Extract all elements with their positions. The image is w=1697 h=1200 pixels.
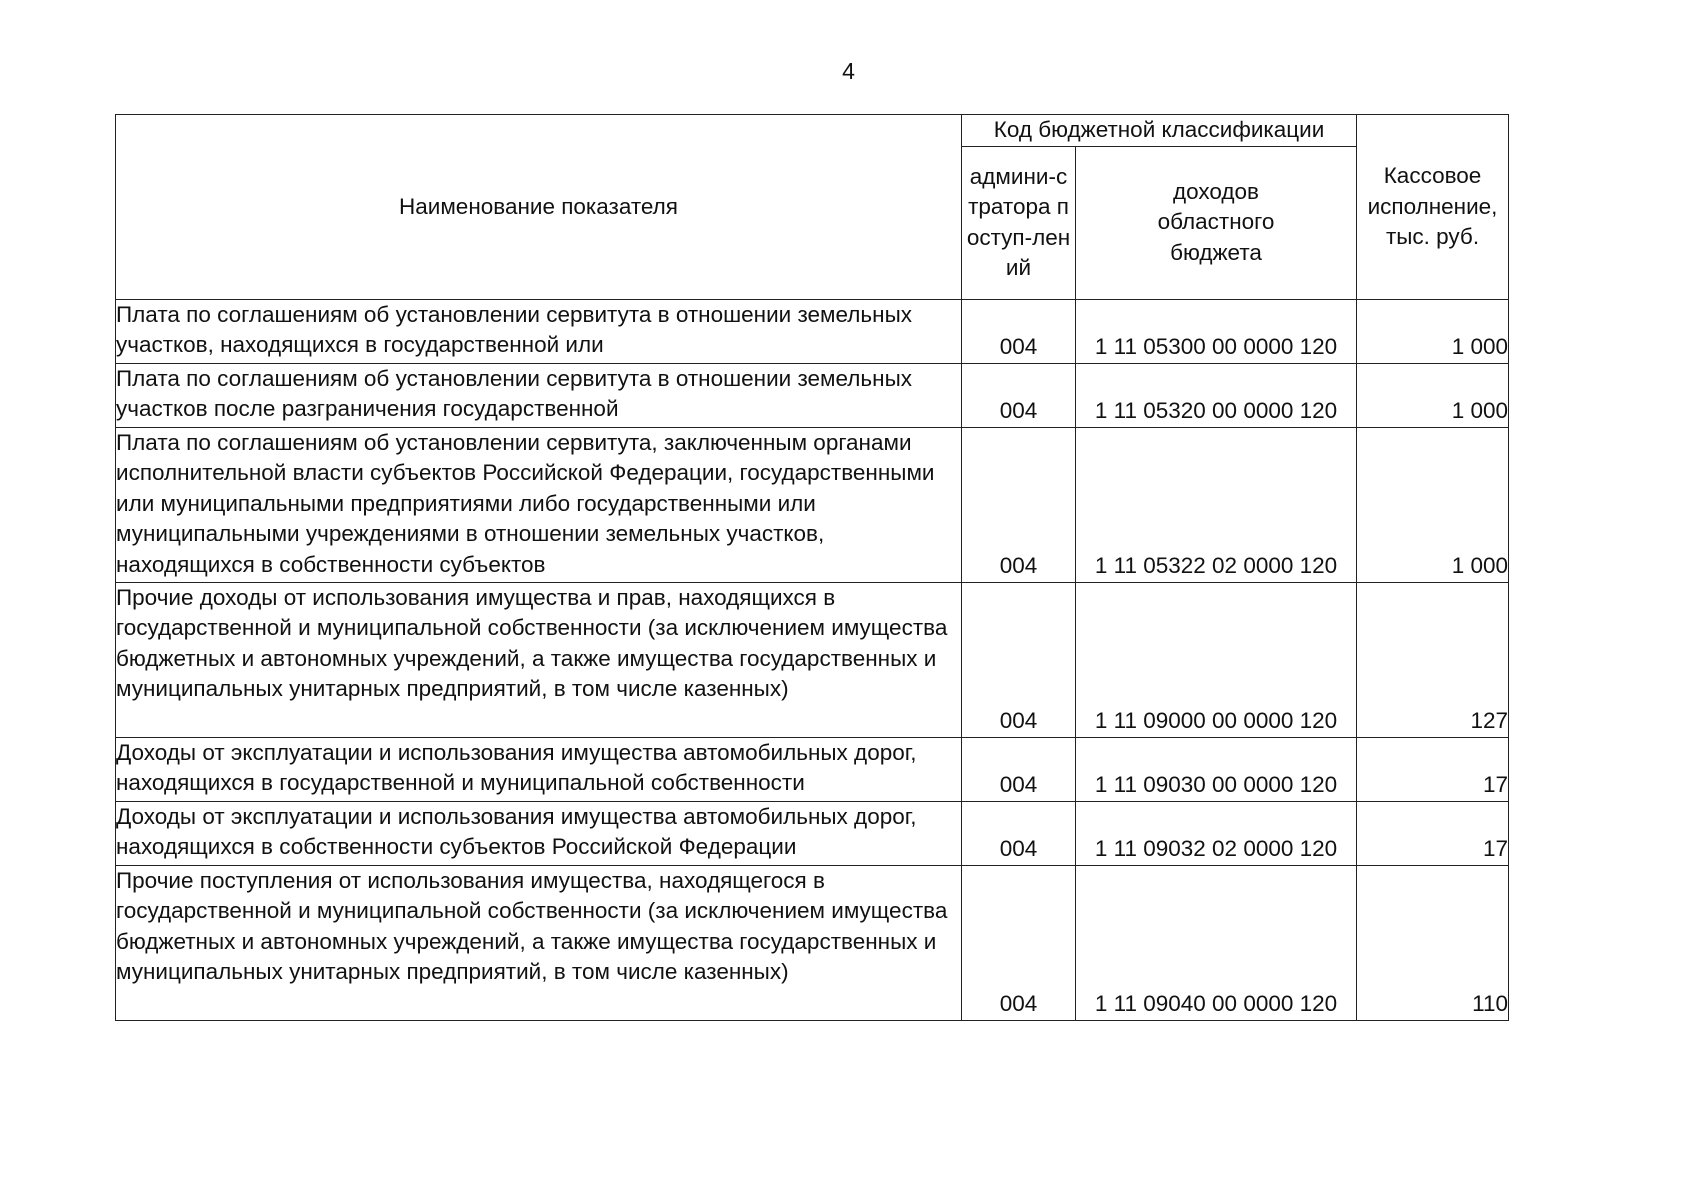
row-name-text: Плата по соглашениям об установлении сервитута в отношении земельных участков, находящихся в государственной или (116, 301, 912, 357)
row-name-cell (116, 582, 962, 737)
row-revenue-code: 1 11 09040 00 0000 120 (1076, 865, 1357, 1020)
header-name: Наименование показателя (116, 115, 962, 300)
row-revenue-code: 1 11 09000 00 0000 120 (1076, 582, 1357, 737)
table-row (116, 363, 1509, 427)
table-header (116, 115, 1509, 300)
row-name-cell (116, 363, 962, 427)
row-amount: 17 (1357, 737, 1509, 801)
row-name-text: Плата по соглашениям об установлении сервитута в отношении земельных участков после разграничения государственной (116, 365, 912, 421)
row-revenue-code: 1 11 05300 00 0000 120 (1076, 299, 1357, 363)
row-name-cell (116, 801, 962, 865)
table-row (116, 299, 1509, 363)
row-admin-code: 004 (962, 737, 1076, 801)
table-row (116, 801, 1509, 865)
row-admin-code: 004 (962, 299, 1076, 363)
row-admin-code: 004 (962, 801, 1076, 865)
table-body (116, 299, 1509, 1020)
row-name-cell (116, 865, 962, 1020)
row-revenue-code: 1 11 09032 02 0000 120 (1076, 801, 1357, 865)
row-name-cell (116, 427, 962, 582)
header-code: доходов областного бюджета (1076, 146, 1357, 299)
row-name-cell (116, 299, 962, 363)
row-revenue-code: 1 11 05320 00 0000 120 (1076, 363, 1357, 427)
row-amount: 1 000 (1357, 299, 1509, 363)
row-amount: 1 000 (1357, 427, 1509, 582)
row-name-cell (116, 737, 962, 801)
table-row (116, 427, 1509, 582)
header-amount: Кассовое исполнение, тыс. руб. (1357, 115, 1509, 300)
budget-revenue-table (115, 114, 1509, 1021)
table-row (116, 737, 1509, 801)
row-name-text: Прочие доходы от использования имущества и прав, находящихся в государственной и муниципальной собственности (за исключением имущества бюджетных и автономных учреждений, а также имущества государственных и муниципальных унитарных предприятий, в том числе казенных) (116, 584, 948, 701)
table-row (116, 582, 1509, 737)
row-amount: 1 000 (1357, 363, 1509, 427)
row-revenue-code: 1 11 05322 02 0000 120 (1076, 427, 1357, 582)
row-name-text: Доходы от эксплуатации и использования имущества автомобильных дорог, находящихся в государственной и муниципальной собственности (116, 739, 917, 795)
header-admin: админи-стратора поступ-лений (962, 146, 1076, 299)
row-revenue-code: 1 11 09030 00 0000 120 (1076, 737, 1357, 801)
row-admin-code: 004 (962, 865, 1076, 1020)
row-name-text: Доходы от эксплуатации и использования имущества автомобильных дорог, находящихся в собственности субъектов Российской Федерации (116, 803, 917, 859)
table-row (116, 865, 1509, 1020)
row-name-text: Плата по соглашениям об установлении сервитута, заключенным органами исполнительной власти субъектов Российской Федерации, государственными или муниципальными предприятиями либо государственными или муниципальными учреждениями в отношении земельных участков, находящихся в собственности субъектов (116, 429, 935, 577)
row-name-text: Прочие поступления от использования имущества, находящегося в государственной и муниципальной собственности (за исключением имущества бюджетных и автономных учреждений, а также имущества государственных и муниципальных унитарных предприятий, в том числе казенных) (116, 867, 948, 984)
row-admin-code: 004 (962, 582, 1076, 737)
row-amount: 127 (1357, 582, 1509, 737)
row-admin-code: 004 (962, 363, 1076, 427)
header-kbk-group: Код бюджетной классификации (962, 115, 1357, 147)
page-number: 4 (842, 58, 855, 84)
row-amount: 110 (1357, 865, 1509, 1020)
row-admin-code: 004 (962, 427, 1076, 582)
row-amount: 17 (1357, 801, 1509, 865)
